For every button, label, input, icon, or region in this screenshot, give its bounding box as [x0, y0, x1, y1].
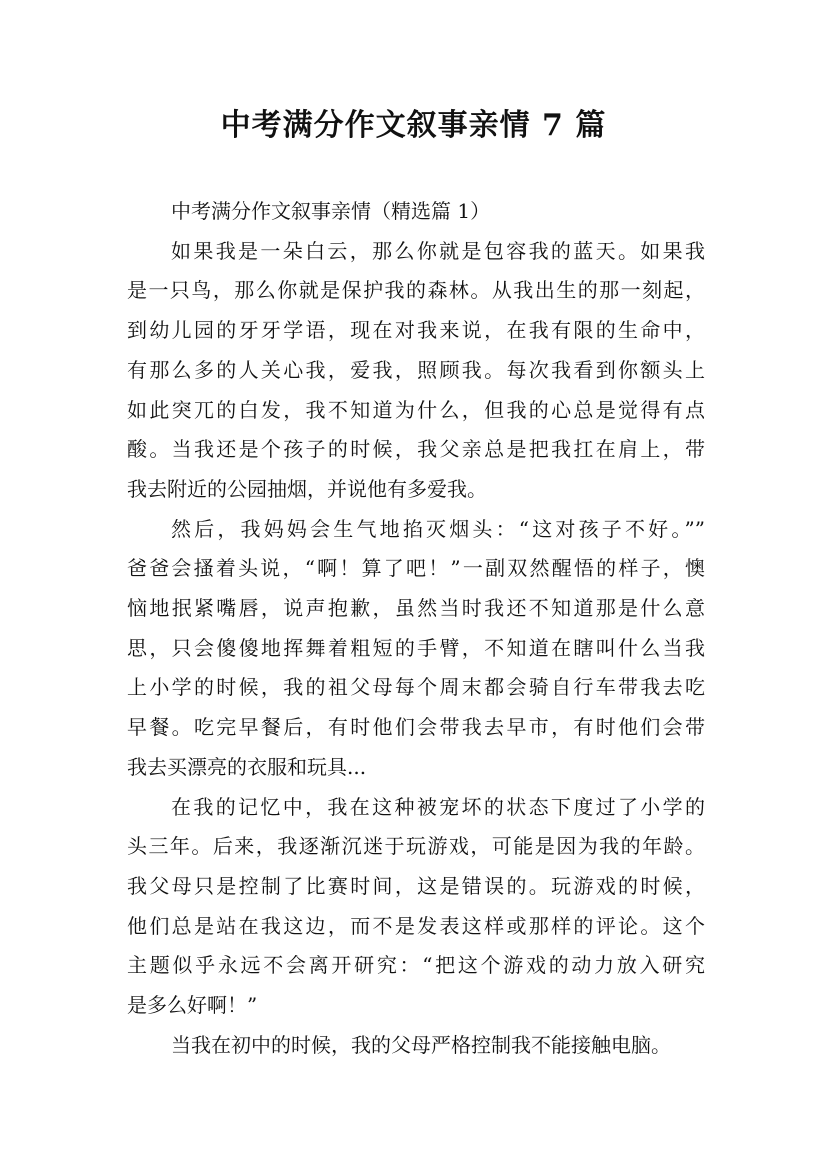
text-line: 他们总是站在我这边，而不是发表这样或那样的评论。这个	[127, 913, 705, 938]
text-line: 到幼儿园的牙牙学语，现在对我来说，在我有限的生命中，	[127, 318, 705, 343]
section-subtitle: 中考满分作文叙事亲情（精选篇 1）	[171, 199, 491, 223]
text-line: 是一只鸟，那么你就是保护我的森林。从我出生的那一刻起，	[127, 278, 705, 303]
text-line: 是多么好啊！”	[127, 993, 258, 1018]
document-title: 中考满分作文叙事亲情 7 篇	[220, 108, 607, 143]
text-line: 如此突兀的白发，我不知道为什么，但我的心总是觉得有点	[127, 397, 705, 422]
paragraph	[127, 510, 705, 788]
text-line: 有那么多的人关心我，爱我，照顾我。每次我看到你额头上	[127, 357, 705, 382]
text-line: 主题似乎永远不会离开研究：“把这个游戏的动力放入研究	[127, 953, 705, 978]
text-line: 酸。当我还是个孩子的时候，我父亲总是把我扛在肩上，带	[127, 437, 705, 462]
text-line: 思，只会傻傻地挥舞着粗短的手臂，不知道在瞎叫什么当我	[127, 635, 705, 660]
text-line: 然后，我妈妈会生气地掐灭烟头：“这对孩子不好。””	[171, 516, 705, 541]
text-line: 早餐。吃完早餐后，有时他们会带我去早市，有时他们会带	[127, 715, 705, 740]
text-line: 我去附近的公园抽烟，并说他有多爱我。	[127, 476, 487, 501]
text-line: 爸爸会搔着头说，“啊！算了吧！”一副双然醒悟的样子，懊	[127, 556, 705, 581]
text-line: 上小学的时候，我的祖父母每个周末都会骑自行车带我去吃	[127, 675, 705, 700]
paragraph	[127, 1026, 705, 1066]
text-line: 在我的记忆中，我在这种被宠坏的状态下度过了小学的	[171, 794, 705, 819]
paragraph	[127, 232, 705, 510]
paragraph	[127, 788, 705, 1026]
document-body	[127, 192, 705, 1065]
text-line: 恼地抿紧嘴唇，说声抱歉，虽然当时我还不知道那是什么意	[127, 596, 705, 621]
text-line: 头三年。后来，我逐渐沉迷于玩游戏，可能是因为我的年龄。	[127, 834, 705, 859]
text-line: 我去买漂亮的衣服和玩具...	[127, 754, 367, 779]
text-line: 当我在初中的时候，我的父母严格控制我不能接触电脑。	[171, 1032, 671, 1057]
text-line: 我父母只是控制了比赛时间，这是错误的。玩游戏的时候，	[127, 873, 705, 898]
text-line: 如果我是一朵白云，那么你就是包容我的蓝天。如果我	[171, 238, 705, 263]
